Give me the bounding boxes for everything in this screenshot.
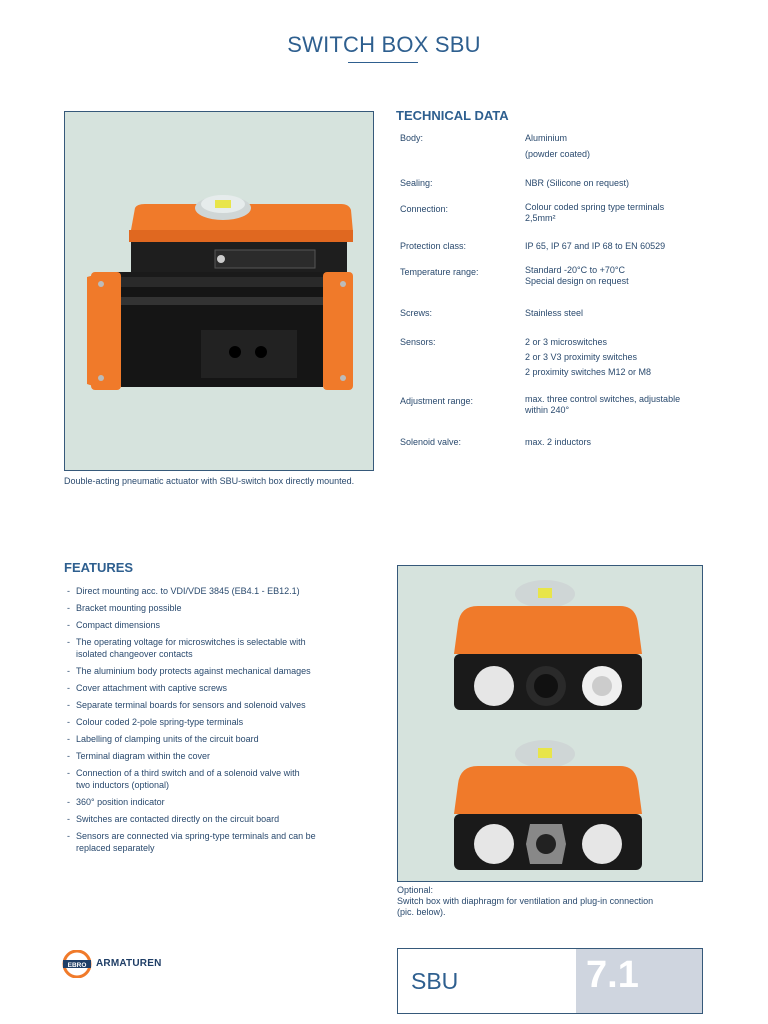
feature-item: - Separate terminal boards for sensors and solenoid valves (67, 700, 306, 710)
ebro-logo-icon (62, 950, 96, 978)
tech-value: max. three control switches, adjustable within 240° (525, 394, 681, 415)
feature-item: - Cover attachment with captive screws (67, 683, 228, 693)
page-section-number: 7.1 (586, 954, 639, 996)
logo-mark-text: EBRO (67, 962, 87, 969)
tech-value: 2 or 3 microswitches 2 or 3 V3 proximity switches 2 proximity switches M12 or M8 (525, 337, 652, 377)
technical-data-heading: TECHNICAL DATA (396, 108, 509, 123)
feature-item: - Compact dimensions (67, 620, 161, 630)
features-heading: FEATURES (64, 560, 134, 575)
switch-box-caption: Optional: Switch box with diaphragm for ventilation and plug-in connection (pic. below). (397, 885, 654, 917)
tech-label: Screws: (400, 308, 433, 318)
tech-label: Adjustment range: (400, 396, 474, 406)
feature-item: - Labelling of clamping units of the circuit board (67, 734, 259, 744)
feature-item: - The operating voltage for microswitches is selectable with isolated changeover contacts (67, 637, 306, 659)
page-title: SWITCH BOX SBU (287, 32, 481, 57)
tech-label: Sealing: (400, 178, 433, 188)
actuator-photo (64, 111, 374, 471)
feature-item: - Sensors are connected via spring-type terminals and can be replaced separately (67, 831, 316, 853)
feature-item: - Direct mounting acc. to VDI/VDE 3845 (EB4.1 - EB12.1) (67, 586, 300, 596)
feature-item: - The aluminium body protects against mechanical damages (67, 666, 311, 676)
tech-label: Connection: (400, 204, 449, 214)
feature-item: - Colour coded 2-pole spring-type terminals (67, 717, 244, 727)
feature-item: - Bracket mounting possible (67, 603, 182, 613)
footer-product-label: SBU (411, 968, 459, 994)
switch-box-photo (397, 565, 703, 882)
tech-label: Solenoid valve: (400, 437, 462, 447)
tech-label: Sensors: (400, 337, 436, 347)
actuator-illustration (65, 112, 373, 470)
tech-value: Aluminium (powder coated) (525, 133, 591, 159)
actuator-photo-caption: Double-acting pneumatic actuator with SBU-switch box directly mounted. (64, 476, 355, 486)
title-underline (348, 62, 418, 63)
tech-label: Body: (400, 133, 424, 143)
logo-text: ARMATUREN (96, 958, 162, 969)
feature-item: - Switches are contacted directly on the circuit board (67, 814, 280, 824)
tech-value: Standard -20°C to +70°C Special design on request (525, 265, 629, 286)
tech-value: max. 2 inductors (525, 437, 592, 447)
tech-value: Stainless steel (525, 308, 584, 318)
tech-value: Colour coded spring type terminals 2,5mm² (525, 202, 665, 223)
feature-item: - 360° position indicator (67, 797, 165, 807)
tech-label: Temperature range: (400, 267, 479, 277)
tech-label: Protection class: (400, 241, 467, 251)
tech-value: IP 65, IP 67 and IP 68 to EN 60529 (525, 241, 666, 251)
feature-item: - Terminal diagram within the cover (67, 751, 211, 761)
feature-item: - Connection of a third switch and of a solenoid valve with two inductors (optional) (67, 768, 300, 790)
tech-value: NBR (Silicone on request) (525, 178, 630, 188)
switch-box-illustration (398, 566, 702, 881)
features-list (66, 585, 366, 859)
